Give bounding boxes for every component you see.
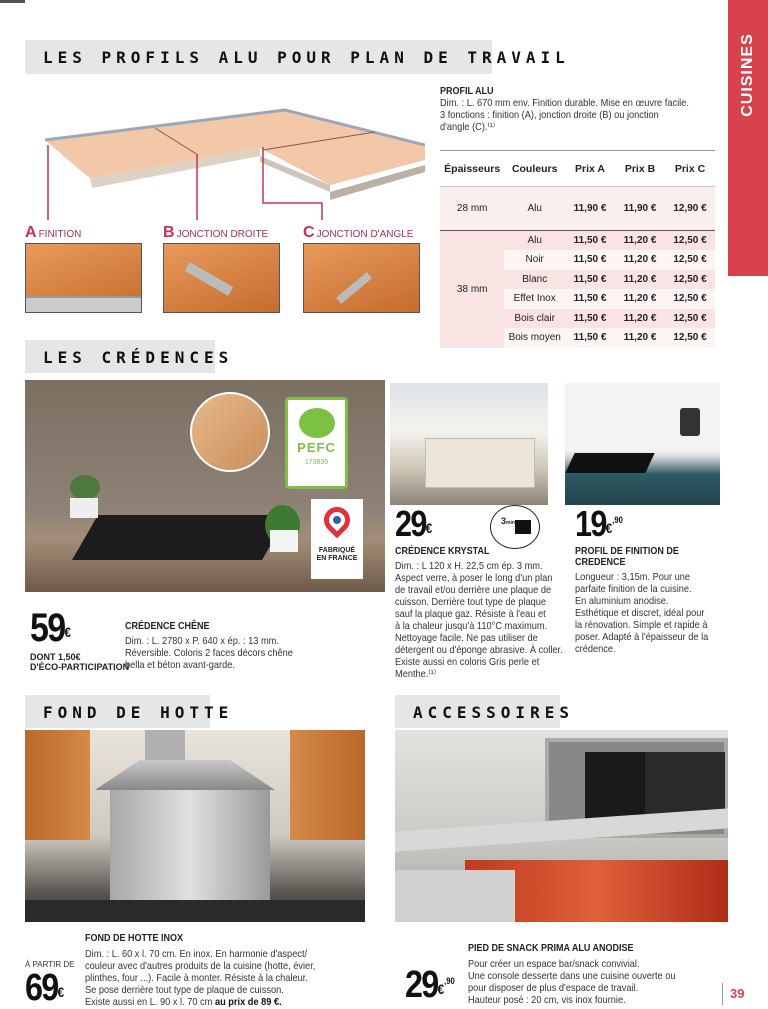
- page-number: 39: [730, 986, 745, 1001]
- label-a: AFINITION: [25, 224, 82, 241]
- product-name: PIED DE SNACK PRIMA ALU ANODISE: [468, 943, 634, 954]
- price-cell: 11,90 €: [623, 203, 657, 214]
- product-desc: Existe aussi en coloris Gris perle et: [395, 656, 540, 668]
- hotte-photo: [25, 730, 365, 922]
- price-table: [440, 150, 715, 348]
- jonction-droite-photo: [163, 243, 280, 313]
- product-desc: Existe aussi en L. 90 x l. 70 cm au prix de 89 €.: [85, 996, 282, 1008]
- section-title-profils: LES PROFILS ALU POUR PLAN DE TRAVAIL: [25, 40, 492, 74]
- price-cell: 12,50 €: [673, 235, 707, 246]
- product-desc: Dim. : L. 60 x l. 70 cm. En inox. En harmonie d'aspect/: [85, 948, 308, 960]
- fabrique-france-logo: [311, 499, 363, 579]
- label-c: CJONCTION D'ANGLE: [303, 224, 414, 241]
- finition-photo: [25, 243, 142, 313]
- product-desc: Une console desserte dans une cuisine ouverte ou: [468, 970, 676, 982]
- table-row: [440, 231, 715, 251]
- snack-photo: [395, 730, 728, 922]
- color-cell: Alu: [527, 235, 542, 246]
- product-name: CRÉDENCE CHÊNE: [125, 621, 210, 632]
- color-cell: Blanc: [522, 273, 548, 285]
- corner-mark: [0, 0, 25, 3]
- section-title-credences: LES CRÉDENCES: [25, 340, 215, 373]
- table-row: [440, 187, 715, 231]
- product-desc: 3 fonctions : finition (A), jonction droite (B) ou jonction: [440, 109, 659, 121]
- profil-alu-info: [440, 86, 725, 133]
- header-prix-c: Prix C: [674, 162, 706, 175]
- credence-krystal-photo: [390, 383, 548, 505]
- price-cell: 11,50 €: [573, 332, 607, 344]
- jonction-angle-photo: [303, 243, 420, 313]
- page-divider: [722, 983, 723, 1005]
- product-desc: bella et béton avant-garde.: [125, 659, 235, 671]
- product-desc: plinthes, four ...). Facile à monter. Résiste à la chaleur.: [85, 972, 308, 984]
- product-name: CRÉDENCE KRYSTAL: [395, 546, 490, 557]
- product-desc: Esthétique et discret, idéal pour: [575, 607, 705, 619]
- chene-info: [125, 621, 385, 671]
- product-desc: sauf la plaque gaz. Résiste à l'eau et: [395, 608, 546, 620]
- product-desc: de travail et/ou derrière une plaque de: [395, 584, 552, 596]
- profil-finition-price: 19€ ,90: [575, 503, 623, 544]
- product-desc: Nettoyage facile. Ne pas utiliser de: [395, 632, 538, 644]
- product-desc: En aluminium anodise.: [575, 595, 669, 607]
- tree-icon: [299, 408, 335, 438]
- product-desc: d'angle (C).⁽¹⁾: [440, 121, 496, 133]
- price-cell: 12,50 €: [673, 273, 707, 285]
- price-cell: 11,50 €: [573, 312, 607, 324]
- price-cell: 12,50 €: [673, 254, 707, 266]
- color-cell: Noir: [525, 254, 544, 266]
- price-cell: 12,50 €: [673, 312, 707, 324]
- product-name: PROFIL ALU: [440, 86, 494, 97]
- label-b: BJONCTION DROITE: [163, 224, 269, 241]
- product-name: FOND DE HOTTE INOX: [85, 933, 184, 944]
- product-desc: Menthe.⁽¹⁾: [395, 668, 437, 680]
- price-cell: 11,20 €: [623, 273, 657, 285]
- product-desc: pour disposer de plus d'espace de travail.: [468, 982, 639, 994]
- section-title-accessoires: ACCESSOIRES: [395, 695, 560, 728]
- hotte-from: À PARTIR DE: [25, 960, 75, 969]
- header-epaisseurs: Épaisseurs: [444, 162, 501, 175]
- price-cell: 11,20 €: [623, 293, 657, 305]
- thickness-cell: 38 mm: [440, 231, 504, 348]
- hotte-info: [85, 933, 375, 1008]
- location-pin-icon: [319, 502, 356, 539]
- product-desc: Aspect verre, à poser le long d'un plan: [395, 572, 553, 584]
- product-desc: poser. Adapté à l'épaisseur de la: [575, 631, 709, 643]
- pefc-text: PEFC: [297, 440, 336, 455]
- profil-finition-photo: [565, 383, 720, 505]
- price-cell: 12,90 €: [673, 203, 707, 214]
- product-desc: Dim. : L. 670 mm env. Finition durable. Mise en œuvre facile.: [440, 97, 689, 109]
- fabrique-text: FABRIQUÉ EN FRANCE: [311, 547, 363, 563]
- krystal-info: [395, 546, 565, 680]
- hotte-price: 69€: [25, 967, 65, 1009]
- thickness-icon: 3mm: [490, 505, 540, 549]
- product-desc: Réversible. Coloris 2 faces décors chêne: [125, 647, 293, 659]
- price-cell: 11,20 €: [623, 235, 657, 246]
- product-desc: Hauteur posé : 20 cm, vis inox fournie.: [468, 994, 626, 1006]
- price-cell: 11,20 €: [623, 254, 657, 266]
- product-desc: Se pose derrière tout type de plaque de cuisson.: [85, 984, 284, 996]
- product-desc: Dim. : L. 2780 x P. 640 x ép. : 13 mm.: [125, 635, 279, 647]
- header-prix-a: Prix A: [575, 162, 605, 175]
- price-cell: 11,90 €: [573, 203, 607, 214]
- profil-finition-info: [575, 546, 725, 655]
- snack-info: [468, 943, 728, 1006]
- price-cell: 11,50 €: [573, 273, 607, 285]
- price-cell: 11,50 €: [573, 254, 607, 266]
- product-desc: Longueur : 3,15m. Pour une: [575, 571, 691, 583]
- color-cell: Bois moyen: [508, 332, 561, 344]
- header-couleurs: Couleurs: [511, 162, 558, 175]
- price-cell: 12,50 €: [673, 293, 707, 305]
- product-desc: couleur avec d'autres produits de la cuisine (hotte, évier,: [85, 960, 316, 972]
- eco-participation: DONT 1,50€ D'ÉCO-PARTICIPATION: [30, 652, 130, 672]
- product-name: CREDENCE: [575, 557, 626, 568]
- product-name: PROFIL DE FINITION DE: [575, 546, 679, 557]
- countertop-illustration: [30, 100, 425, 220]
- product-desc: parfaite finition de la cuisine.: [575, 583, 692, 595]
- color-cell: Effet Inox: [513, 293, 556, 305]
- product-desc: à la chaleur jusqu'à 110°C maximum.: [395, 620, 548, 632]
- krystal-price: 29€: [395, 503, 433, 544]
- side-tab: [728, 0, 768, 276]
- chene-price: 59€: [30, 606, 72, 650]
- snack-price: 29€ ,90: [405, 964, 455, 1006]
- color-cell: Bois clair: [514, 312, 555, 324]
- color-cell: Alu: [527, 203, 542, 214]
- pefc-logo: [285, 397, 348, 489]
- product-desc: crédence.: [575, 643, 616, 655]
- price-cell: 11,50 €: [573, 235, 607, 246]
- side-tab-label: CUISINES: [739, 33, 756, 117]
- product-desc: Dim. : L 120 x H. 22,5 cm ép. 3 mm.: [395, 560, 543, 572]
- thickness-cell: 28 mm: [440, 187, 504, 231]
- product-desc: cuisson. Derrière tout type de plaque: [395, 596, 547, 608]
- section-title-hotte: FOND DE HOTTE: [25, 695, 210, 728]
- product-desc: la rénovation. Simple et rapide à: [575, 619, 708, 631]
- table-header: [440, 151, 715, 187]
- product-desc: détergent ou d'éponge abrasive. À coller.: [395, 644, 563, 656]
- price-cell: 11,20 €: [623, 332, 657, 344]
- product-desc: Pour créer un espace bar/snack convivial.: [468, 958, 640, 970]
- pefc-number: 173835: [304, 459, 329, 466]
- price-cell: 11,20 €: [623, 312, 657, 324]
- price-cell: 11,50 €: [573, 293, 607, 305]
- header-prix-b: Prix B: [624, 162, 656, 175]
- price-cell: 12,50 €: [673, 332, 707, 344]
